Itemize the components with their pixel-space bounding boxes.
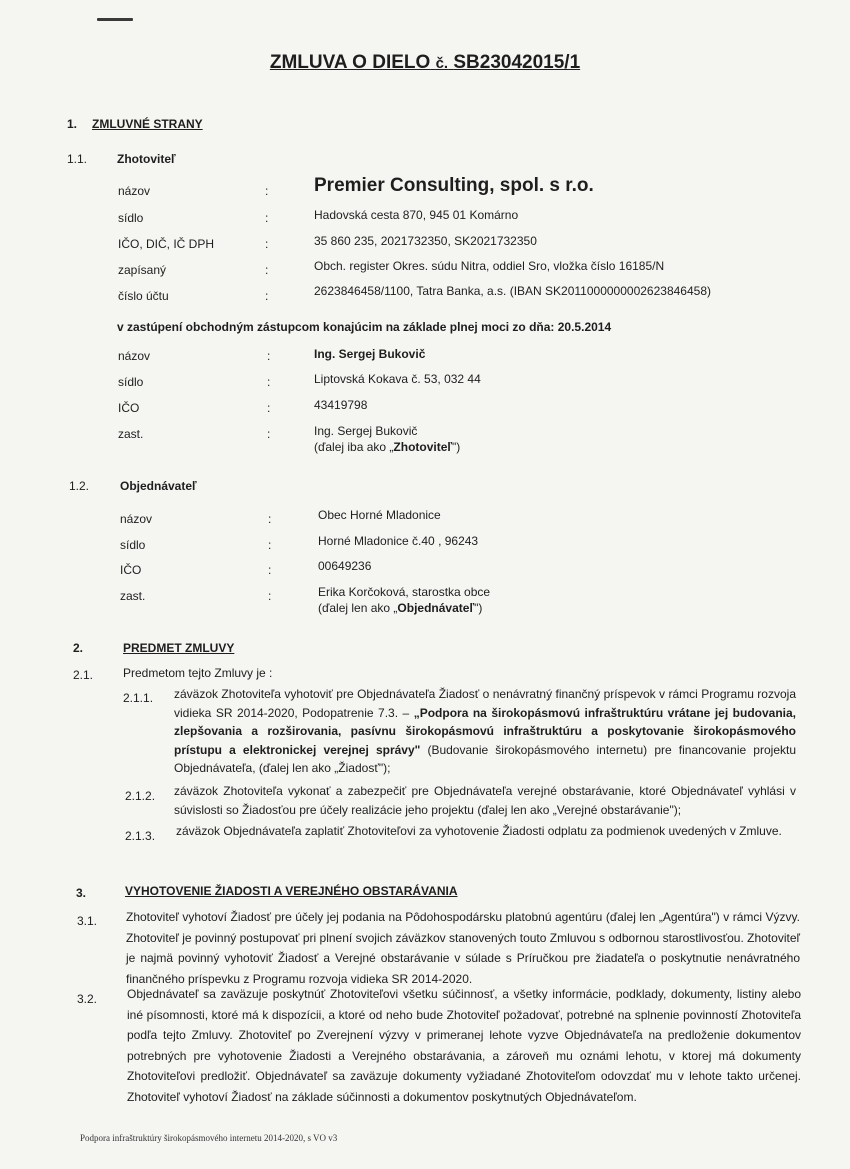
clause-2-1-1-number: 2.1.1. (123, 691, 154, 705)
client-seat-label: sídlo (120, 538, 146, 552)
rep-name-value: Ing. Sergej Bukovič (314, 347, 426, 361)
rep-ico-sep: : (267, 401, 271, 415)
title-number: SB23042015/1 (453, 52, 581, 73)
clause-3-1-text: Zhotoviteľ vyhotoví Žiadosť pre účely jej podania na Pôdohospodársku platobnú agentúru (ďalej len „Agentúra") v rámci Výzvy. Zhotoviteľ je povinný postupovať pri plnení svojich záväzkov stanovených touto Zmluvou s odbornou starostlivosťou. Zhotoviteľ je najmä povinný vyhotoviť Žiadosť a Verejné obstarávanie v súlade s Príručkou pre žiadateľa o poskytnutie nenávratného finančného príspevku z Programu rozvoja vidieka SR 2014-2020. (126, 910, 800, 986)
section-1-heading: ZMLUVNÉ STRANY (92, 117, 203, 131)
contractor-name-label: názov (118, 184, 151, 198)
clause-1-2-number: 1.2. (69, 479, 90, 493)
rep-ico-value: 43419798 (314, 398, 368, 412)
rep-zast-value: Ing. Sergej Bukovič (314, 424, 418, 438)
clause-2-1-1-text: záväzok Zhotoviteľa vyhotoviť pre Objednávateľa Žiadosť o nenávratný finančný príspevok v rámci Programu rozvoja vidieka SR 2014-2020, Podopatrenie 7.3. – „Podpora na širokopásmovú infraštruktúru vrátane jej budovania, zlepšovania a rozširovania, pasívnu širokopásmovú infraštruktúru a poskytovanie širokopásmového prístupu a elektronickej verejnej správy" (Budovanie širokopásmového internetu) pre financovanie projektu Objednávateľa, (ďalej len ako „Žiadosť"); (174, 687, 797, 775)
contractor-ids-value: 35 860 235, 2021732350, SK2021732350 (314, 234, 537, 248)
contractor-account-sep: : (265, 289, 269, 303)
contractor-account-value: 2623846458/1100, Tatra Banka, a.s. (IBAN SK2011000000002623846458) (314, 284, 711, 298)
client-heading: Objednávateľ (120, 479, 197, 493)
rep-seat-sep: : (267, 375, 271, 389)
contractor-ids-sep: : (265, 237, 269, 251)
rep-name-sep: : (267, 349, 271, 363)
clause-1-1-number: 1.1. (67, 152, 88, 166)
section-3-heading: VYHOTOVENIE ŽIADOSTI A VEREJNÉHO OBSTARÁVANIA (125, 884, 458, 898)
clause-2-1-2-number: 2.1.2. (125, 789, 156, 803)
client-ico-sep: : (268, 563, 272, 577)
clause-2-1-3-text: záväzok Objednávateľa zaplatiť Zhotoviteľovi za vyhotovenie Žiadosti odplatu za podmienok uvedených v Zmluve. (176, 824, 782, 838)
document-title (0, 52, 850, 74)
section-1-number: 1. (67, 117, 78, 131)
contractor-registry-label: zapísaný (118, 263, 167, 277)
rep-name-label: názov (118, 349, 151, 363)
title-num-prefix: č. (435, 55, 449, 72)
rep-seat-value: Liptovská Kokava č. 53, 032 44 (314, 372, 481, 386)
client-defined-term: (ďalej len ako „Objednávateľ") (318, 601, 483, 615)
client-ico-value: 00649236 (318, 559, 372, 573)
client-name-label: názov (120, 512, 153, 526)
section-2-heading: PREDMET ZMLUVY (123, 641, 235, 655)
client-ico-label: IČO (120, 563, 142, 577)
clause-3-2-number: 3.2. (77, 992, 98, 1006)
contractor-ids-label: IČO, DIČ, IČ DPH (118, 237, 215, 251)
contractor-seat-label: sídlo (118, 211, 144, 225)
rep-seat-label: sídlo (118, 375, 144, 389)
client-zast-sep: : (268, 589, 272, 603)
client-seat-sep: : (268, 538, 272, 552)
contractor-account-label: číslo účtu (118, 289, 169, 303)
title-main: ZMLUVA O DIELO (269, 52, 431, 73)
contractor-registry-sep: : (265, 263, 269, 277)
rep-ico-label: IČO (118, 401, 140, 415)
contractor-name-value: Premier Consulting, spol. s r.o. (314, 175, 594, 196)
client-zast-value: Erika Korčoková, starostka obce (318, 585, 491, 599)
clause-2-1-2-text: záväzok Zhotoviteľa vykonať a zabezpečiť pre Objednávateľa verejné obstarávanie, ktoré Objednávateľ vyhlási v súvislosti so Žiadosťou pre účely realizácie jeho projektu (ďalej len ako „Verejné obstarávanie"); (174, 784, 796, 817)
client-zast-label: zast. (120, 589, 146, 603)
client-seat-value: Horné Mladonice č.40 , 96243 (318, 534, 479, 548)
section-2-number: 2. (73, 641, 84, 655)
client-name-sep: : (268, 512, 272, 526)
contractor-seat-sep: : (265, 211, 269, 225)
contractor-seat-value: Hadovská cesta 870, 945 01 Komárno (314, 208, 519, 222)
clause-3-2-text: Objednávateľ sa zaväzuje poskytnúť Zhotoviteľovi všetku súčinnosť, a všetky informácie, podklady, dokumenty, listiny alebo iné písomnosti, ktoré má k dispozícii, a ktoré od neho bude Zhotoviteľ požadovať, potrebné na splnenie povinností Zhotoviteľa podľa tejto Zmluvy. Zhotoviteľ po Zverejnení výzvy v primeranej lehote vyzve Objednávateľa na predloženie dokumentov potrebných pre vyhotovenie Žiadosti a Verejného obstarávania, a zároveň mu oznámi lehotu, v ktorej má dokumenty Zhotoviteľovi predložiť. Objednávateľ sa zaväzuje dokumenty vyžiadané Zhotoviteľom odovzdať mu v lehote takto určenej. Zhotoviteľ vyhotoví Žiadosť na základe súčinnosti a dokumentov poskytnutých Objednávateľom. (127, 987, 801, 1104)
contractor-defined-term: (ďalej iba ako „Zhotoviteľ") (314, 440, 461, 454)
client-name-value: Obec Horné Mladonice (318, 508, 441, 522)
clause-3-1-number: 3.1. (77, 914, 98, 928)
contractor-registry-value: Obch. register Okres. súdu Nitra, oddiel Sro, vložka číslo 16185/N (314, 259, 665, 273)
page-footer: Podpora infraštruktúry širokopásmového internetu 2014-2020, s VO v3 (80, 1133, 338, 1143)
representation-note: v zastúpení obchodným zástupcom konajúcim na základe plnej moci zo dňa: 20.5.2014 (117, 320, 612, 334)
section-3-number: 3. (76, 886, 87, 900)
clause-2-1-text: Predmetom tejto Zmluvy je : (123, 666, 273, 680)
rep-zast-sep: : (267, 427, 271, 441)
clause-2-1-3-number: 2.1.3. (125, 829, 156, 843)
scan-mark (97, 18, 133, 21)
contractor-name-sep: : (265, 184, 269, 198)
rep-zast-label: zast. (118, 427, 144, 441)
clause-2-1-number: 2.1. (73, 668, 94, 682)
contractor-heading: Zhotoviteľ (117, 152, 176, 166)
